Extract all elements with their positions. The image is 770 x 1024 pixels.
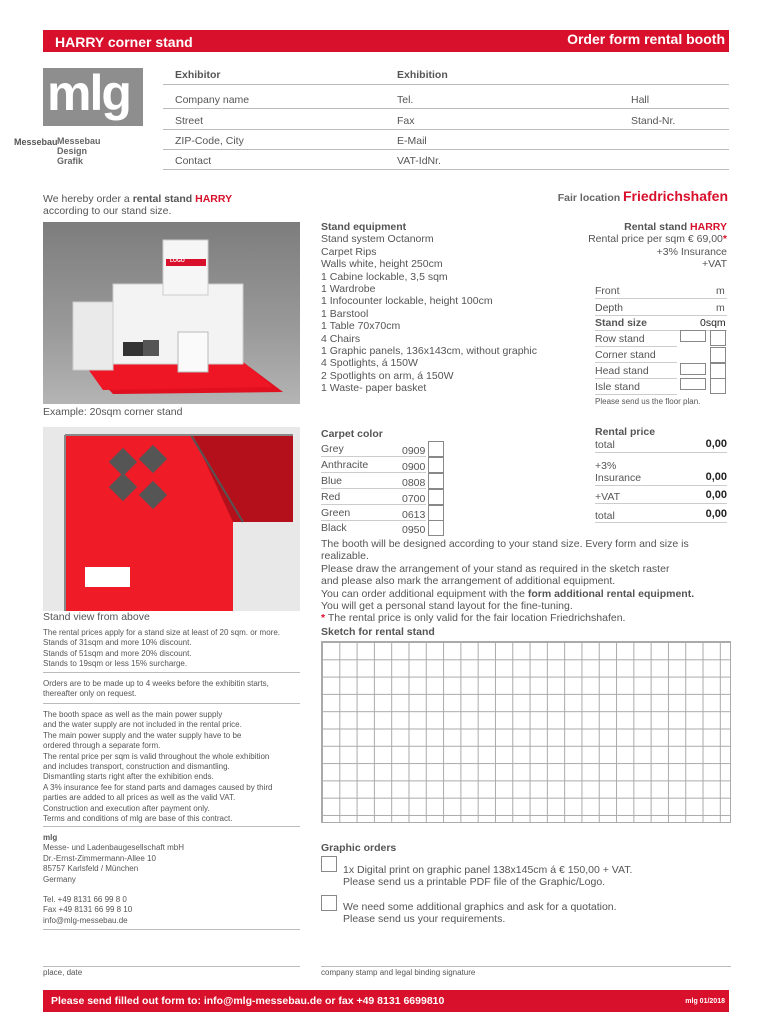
- carpet-black-checkbox[interactable]: [428, 520, 444, 536]
- carpet-green-code: 0613: [402, 509, 426, 521]
- carpet-grey-checkbox[interactable]: [428, 441, 444, 457]
- grand-total-value[interactable]: 0,00: [705, 508, 727, 520]
- insurance-value[interactable]: 0,00: [705, 471, 727, 483]
- stand-example-image: [43, 222, 300, 404]
- exhibitor-heading: Exhibitor: [175, 69, 221, 81]
- email-field[interactable]: E-Mail: [397, 135, 427, 147]
- carpet-red-label: Red: [321, 491, 341, 503]
- carpet-heading: Carpet color: [321, 428, 383, 440]
- grand-total-label: total: [595, 510, 615, 522]
- isle-stand-label: Isle stand: [595, 381, 640, 393]
- stand-size-value: 0sqm: [700, 317, 726, 329]
- stamp-label: company stamp and legal binding signature: [321, 968, 476, 977]
- signature-line[interactable]: [321, 966, 731, 967]
- depth-input[interactable]: [595, 315, 727, 316]
- exhibition-heading: Exhibition: [397, 69, 448, 81]
- footer-text: Please send filled out form to: info@mlg-messebau.de or fax +49 8131 6699810: [51, 995, 445, 1007]
- order-intro: We hereby order a rental stand HARRY according to our stand size.: [43, 193, 233, 217]
- floor-plan-note: Please send us the floor plan.: [595, 397, 701, 406]
- stand-equipment: Stand equipment Stand system Octanorm Carpet Rips Walls white, height 250cm 1 Cabine lockable, 3,5 sqm 1 Wardrobe 1 Infocounter lockable, height 100cm 1 Barstool 1 Table 70x70cm 4 Chairs 1 Graphic panels, 136x143cm, without graphic 4 Spotlights, á 150W 2 Spotlights on arm, á 150W 1 Waste- paper basket: [321, 221, 537, 395]
- stand-3d-illustration: [43, 222, 300, 404]
- rental-stand-info: Rental stand HARRY Rental price per sqm € 69,00* +3% Insurance +VAT: [588, 221, 727, 271]
- rental-total-label: total: [595, 439, 615, 451]
- carpet-red-code: 0700: [402, 493, 426, 505]
- head-stand-label: Head stand: [595, 365, 649, 377]
- carpet-black-label: Black: [321, 522, 347, 534]
- sketch-heading: Sketch for rental stand: [321, 626, 435, 638]
- stand-title: HARRY corner stand: [55, 34, 193, 50]
- front-unit: m: [716, 285, 725, 297]
- graphic-orders-heading: Graphic orders: [321, 842, 397, 854]
- place-date-label: place, date: [43, 968, 83, 977]
- vat-value[interactable]: 0,00: [705, 489, 727, 501]
- carpet-blue-code: 0808: [402, 477, 426, 489]
- footer-code: mlg 01/2018: [685, 998, 725, 1005]
- head-stand-checkbox-a[interactable]: [680, 363, 706, 375]
- stand-top-view-image: [43, 427, 300, 611]
- rental-total-value[interactable]: 0,00: [705, 438, 727, 450]
- carpet-anthracite-label: Anthracite: [321, 459, 369, 471]
- carpet-grey-code: 0909: [402, 445, 426, 457]
- top-view-illustration: [43, 427, 300, 611]
- graphic-print-checkbox[interactable]: [321, 856, 337, 872]
- booth-note: The booth will be designed according to your stand size. Every form and size is realizable. Please draw the arrangement of your stand as required in the sketch raster and please also mark the arrangement of additional equipment. You can order additional equipment with the form additional rental equipment. You will get a personal stand layout for the fine-tuning. * The rental price is only valid for the fair location Friedrichshafen.: [321, 538, 695, 625]
- stand-banner-text: LOGO: [170, 258, 185, 264]
- carpet-anthracite-code: 0900: [402, 461, 426, 473]
- zip-city-field[interactable]: ZIP-Code, City: [175, 135, 244, 147]
- company-name-field[interactable]: Company name: [175, 94, 250, 106]
- contact-field[interactable]: Contact: [175, 155, 212, 167]
- header-bar: [43, 30, 729, 52]
- stand-nr-field[interactable]: Stand-Nr.: [631, 115, 676, 127]
- carpet-anthracite-checkbox[interactable]: [428, 457, 444, 473]
- carpet-grey-label: Grey: [321, 443, 344, 455]
- hall-field[interactable]: Hall: [631, 94, 650, 106]
- carpet-green-label: Green: [321, 507, 351, 519]
- street-field[interactable]: Street: [175, 115, 204, 127]
- carpet-blue-label: Blue: [321, 475, 343, 487]
- isle-stand-checkbox[interactable]: [710, 378, 726, 394]
- carpet-blue-checkbox[interactable]: [428, 473, 444, 489]
- fair-location: Fair location Friedrichshafen: [557, 188, 728, 204]
- logo-subtitle: Messebau Design Grafik: [57, 136, 101, 166]
- terms-note: The booth space as well as the main power supply and the water supply are not included in the rental price. The main power supply and the water supply have to be ordered through a separate form. The rental price per sqm is valid throughout the whole exhibition and includes transport, construction and dismantling. Dismantling starts right after the exhibition ends. A 3% insurance fee for stand parts and damages caused by third parties are added to all prices as well as the valid VAT. Construction and execution after payment only. Terms and conditions of mlg are base of this contract.: [43, 710, 273, 824]
- corner-stand-checkbox[interactable]: [710, 347, 726, 363]
- price-notes: The rental prices apply for a stand size at least of 20 sqm. or more. Stands of 31sqm and more 10% discount. Stands of 51sqm and more 20% discount. Stands to 19sqm or less 15% surcharge.: [43, 628, 280, 669]
- logo-sub-1: Messebau: [14, 137, 58, 147]
- rental-price-heading: Rental price: [595, 426, 656, 438]
- orders-note: Orders are to be made up to 4 weeks before the exhibitin starts, thereafter only on request.: [43, 679, 269, 699]
- row-stand-checkbox-a[interactable]: [680, 330, 706, 342]
- isle-stand-checkbox-a[interactable]: [680, 378, 706, 390]
- sketch-raster[interactable]: [321, 641, 731, 823]
- company-address: mlg Messe- und Ladenbaugesellschaft mbH Dr.-Ernst-Zimmermann-Allee 10 85757 Karlsfeld / München Germany: [43, 833, 184, 884]
- company-contact: Tel. +49 8131 66 99 8 0 Fax +49 8131 66 99 8 10 info@mlg-messebau.de: [43, 895, 133, 925]
- tel-field[interactable]: Tel.: [397, 94, 414, 106]
- example-caption: Example: 20sqm corner stand: [43, 406, 183, 418]
- row-stand-label: Row stand: [595, 333, 645, 345]
- stand-size-label: Stand size: [595, 317, 647, 329]
- carpet-black-code: 0950: [402, 524, 426, 536]
- front-label: Front: [595, 285, 620, 297]
- depth-unit: m: [716, 302, 725, 314]
- logo-mark: mlg: [47, 65, 130, 121]
- insurance-label: +3% Insurance: [595, 460, 642, 484]
- place-date-line[interactable]: [43, 966, 300, 967]
- head-stand-checkbox[interactable]: [710, 363, 726, 379]
- row-stand-checkbox[interactable]: [710, 330, 726, 346]
- carpet-red-checkbox[interactable]: [428, 489, 444, 505]
- fax-field[interactable]: Fax: [397, 115, 415, 127]
- footer-bar: [43, 990, 729, 1012]
- form-title: Order form rental booth: [567, 31, 725, 47]
- carpet-green-checkbox[interactable]: [428, 505, 444, 521]
- front-input[interactable]: [595, 298, 727, 299]
- corner-stand-label: Corner stand: [595, 349, 656, 361]
- graphic-print-option: 1x Digital print on graphic panel 138x145cm á € 150,00 + VAT. Please send us a printable PDF file of the Graphic/Logo.: [343, 864, 633, 889]
- view-caption: Stand view from above: [43, 611, 150, 623]
- vat-id-field[interactable]: VAT-IdNr.: [397, 155, 441, 167]
- vat-label: +VAT: [595, 491, 620, 503]
- graphic-quote-option: We need some additional graphics and ask for a quotation. Please send us your requirements.: [343, 901, 617, 926]
- graphic-quote-checkbox[interactable]: [321, 895, 337, 911]
- depth-label: Depth: [595, 302, 624, 314]
